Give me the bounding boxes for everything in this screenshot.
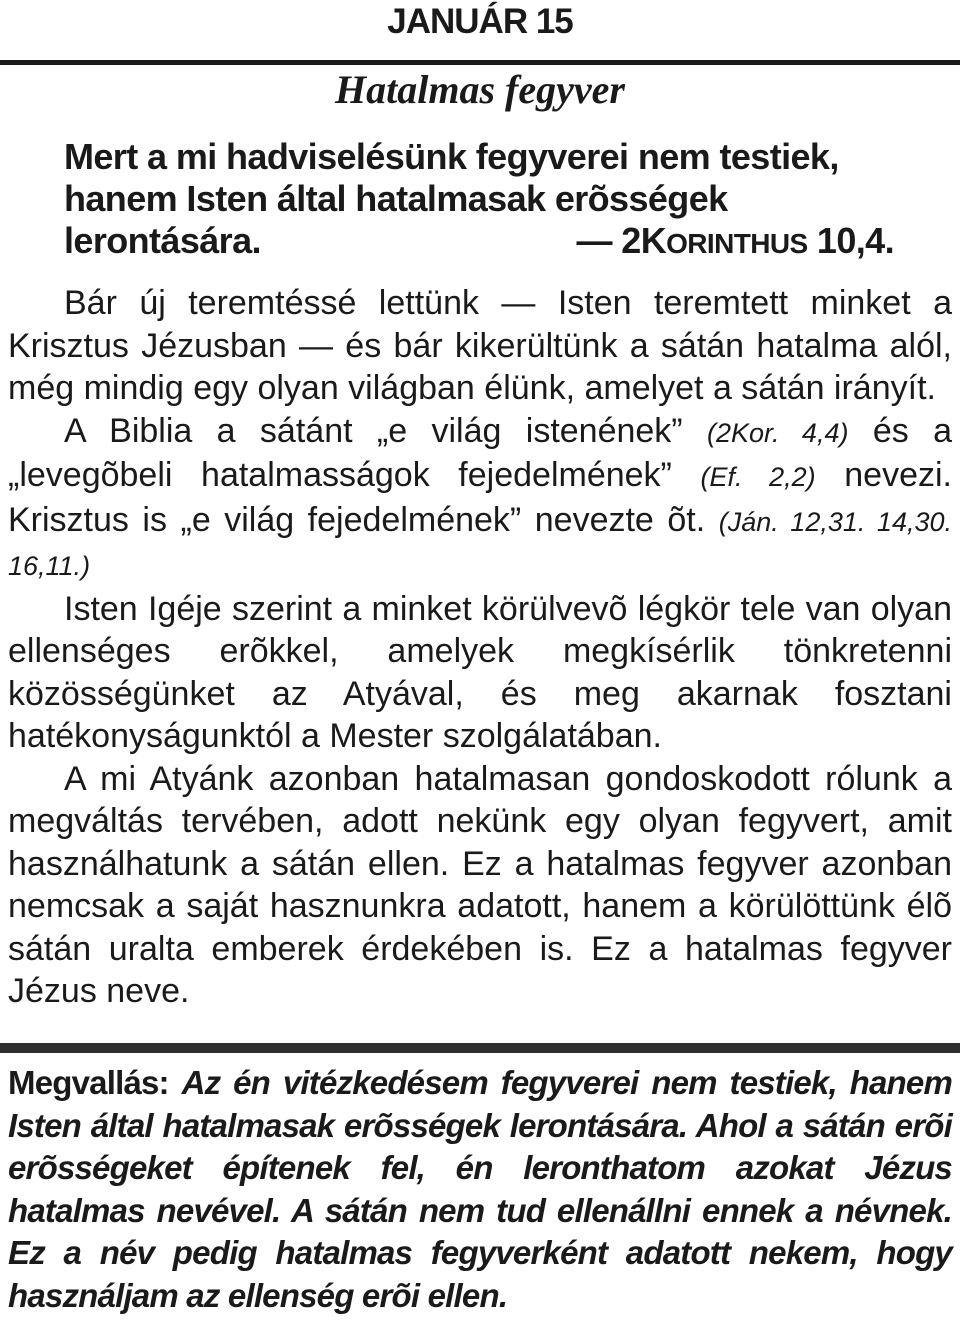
citation: (Ján. 12,31. 14,30. 16,11.) [8, 506, 953, 581]
devotion-body [8, 282, 952, 1013]
scripture-verse [64, 136, 894, 265]
confession-text: Az én vitézkedésem fegyverei nem testiek, hanem Isten által hatalmasak erõsségek lerontására. Ahol a sátán erõi erõsségeket építenek fel, én leronthatom azokat Jézus hatalmas nevével. A sátán nem tud ellenállni ennek a névnek. Ez a név pedig hatalmas fegyverként adatott nekem, hogy használjam az ellenség erõi ellen. [8, 1064, 953, 1314]
page-date: JANUÁR 15 [387, 2, 573, 41]
header-rule [0, 60, 960, 65]
devotion-title: Hatalmas fegyver [335, 67, 625, 112]
confession-divider [0, 1043, 960, 1053]
paragraph-2: A Biblia a sátánt „e világ istenének” (2Kor. 4,4) és a „levegõbeli hatalmasságok fejedelmének” (Ef. 2,2) nevezi. Krisztus is „e világ fejedelmének” nevezte õt. (Ján. 12,31. 14,30. 16,11.) [8, 411, 953, 581]
paragraph-4: A mi Atyánk azonban hatalmasan gondoskodott rólunk a megváltás tervében, adott nekünk egy olyan fegyvert, amit használhatunk a sátán ellen. Ez a hatalmas fegyver azonban nemcsak a saját hasznunkra adatott, hanem a körülöttünk élõ sátán uralta emberek érdekében is. Ez a hatalmas fegyver Jézus neve. [8, 759, 952, 1010]
paragraph-3: Isten Igéje szerint a minket körülvevõ légkör tele van olyan ellenséges erõkkel, amelyek megkísérlik tönkretenni közösségünket az Atyával, és meg akarnak fosztani hatékonyságunktól a Mester szolgálatában. [8, 589, 952, 755]
citation: (2Kor. 4,4) [707, 417, 849, 448]
verse-text: Mert a mi hadviselésünk fegyverei nem testiek, hanem Isten által hatalmasak erõsségek lerontására. [64, 136, 839, 261]
paragraph-1: Bár új teremtéssé lettünk — Isten teremtett minket a Krisztus Jézusban — és bár kikerültünk a sátán hatalma alól, még mindig egy olyan világban élünk, amelyet a sátán irányít. [8, 284, 952, 407]
confession-label: Megvallás: [8, 1064, 169, 1101]
citation: (Ef. 2,2) [700, 462, 816, 492]
confession-block [8, 1062, 952, 1317]
verse-reference: — 2KORINTHUS 10,4. [576, 220, 894, 261]
